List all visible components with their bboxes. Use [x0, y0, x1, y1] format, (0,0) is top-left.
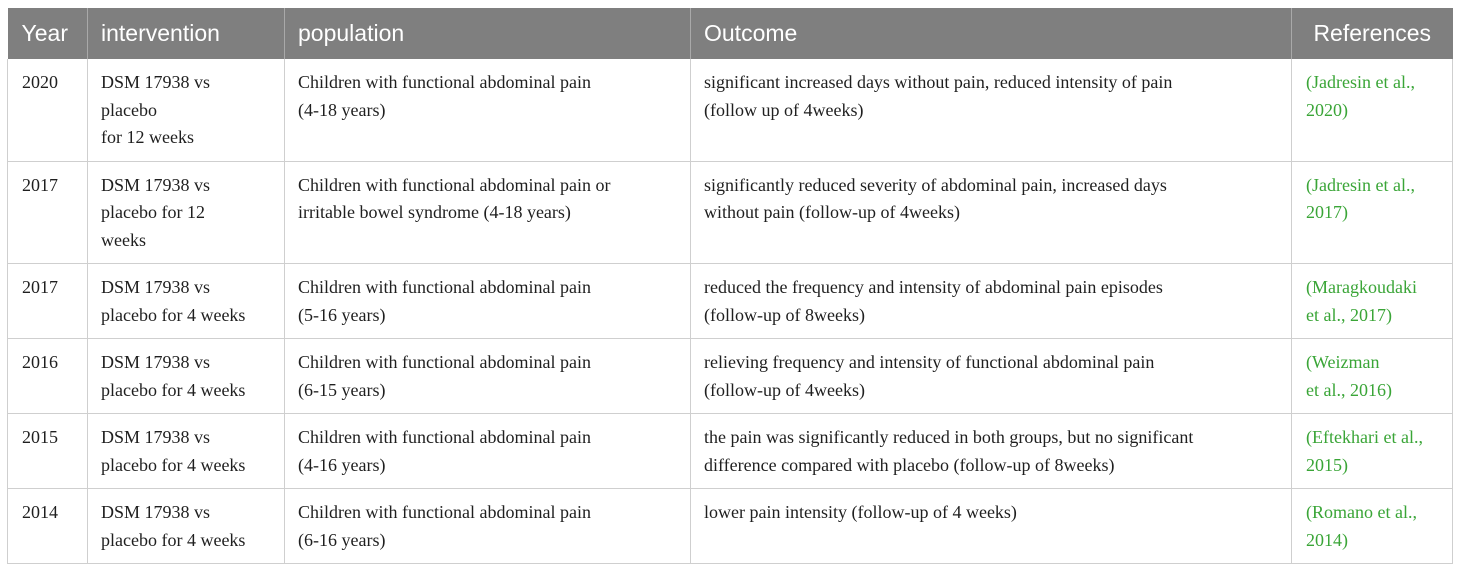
cell-population-line: Children with functional abdominal pain — [298, 72, 591, 92]
header-population: population — [285, 8, 691, 59]
cell-outcome-line: significantly reduced severity of abdominal pain, increased days — [704, 174, 1167, 195]
cell-outcome — [691, 161, 1292, 264]
cell-intervention-line: placebo — [101, 99, 157, 120]
cell-year: 2020 — [8, 59, 88, 161]
cell-population-line: irritable bowel syndrome (4-18 years) — [298, 202, 571, 222]
cell-intervention-line: placebo for 4 weeks — [101, 304, 246, 325]
table-row — [8, 161, 1453, 264]
cell-reference-line[interactable]: (Jadresin et al., — [1306, 174, 1415, 195]
table-row — [8, 489, 1453, 564]
cell-population-line: Children with functional abdominal pain or — [298, 174, 611, 195]
cell-reference[interactable] — [1292, 339, 1453, 414]
header-references: References — [1292, 8, 1453, 59]
cell-reference-line[interactable]: (Weizman — [1306, 352, 1380, 372]
cell-reference-line[interactable]: 2014) — [1306, 529, 1348, 550]
cell-outcome — [691, 59, 1292, 161]
header-row — [8, 8, 1453, 59]
cell-outcome — [691, 339, 1292, 414]
cell-intervention-line: DSM 17938 vs — [101, 352, 211, 372]
cell-outcome-line: relieving frequency and intensity of functional abdominal pain — [704, 352, 1155, 372]
cell-year: 2017 — [8, 264, 88, 339]
cell-outcome-line: without pain (follow-up of 4weeks) — [704, 202, 960, 222]
cell-outcome-line: significant increased days without pain, reduced intensity of pain — [704, 72, 1173, 92]
cell-outcome-line: lower pain intensity (follow-up of 4 weeks) — [704, 502, 1017, 522]
cell-reference-line[interactable]: (Maragkoudaki — [1306, 277, 1417, 297]
cell-intervention-line: placebo for 12 — [101, 202, 205, 222]
cell-reference[interactable] — [1292, 489, 1453, 564]
cell-intervention — [88, 489, 285, 564]
cell-outcome — [691, 489, 1292, 564]
cell-intervention — [88, 264, 285, 339]
cell-reference-line[interactable]: et al., 2016) — [1306, 379, 1392, 400]
cell-outcome-line: difference compared with placebo (follow-up of 8weeks) — [704, 454, 1115, 475]
cell-population — [285, 264, 691, 339]
cell-intervention — [88, 414, 285, 489]
cell-intervention-line: DSM 17938 vs — [101, 72, 211, 92]
cell-intervention-line: weeks — [101, 229, 146, 250]
table-row — [8, 414, 1453, 489]
cell-reference-line[interactable]: et al., 2017) — [1306, 304, 1392, 325]
cell-population-line: (4-16 years) — [298, 454, 386, 475]
cell-reference-line[interactable]: (Jadresin et al., — [1306, 72, 1415, 92]
table-body — [8, 59, 1453, 564]
cell-population — [285, 414, 691, 489]
cell-reference-line[interactable]: 2015) — [1306, 454, 1348, 475]
cell-population-line: (4-18 years) — [298, 99, 386, 120]
cell-intervention-line: placebo for 4 weeks — [101, 529, 246, 550]
cell-population-line: Children with functional abdominal pain — [298, 277, 591, 297]
cell-intervention-line: placebo for 4 weeks — [101, 454, 246, 475]
cell-population — [285, 161, 691, 264]
cell-year: 2017 — [8, 161, 88, 264]
study-table — [7, 8, 1453, 564]
cell-reference-line[interactable]: (Romano et al., — [1306, 502, 1417, 522]
cell-year: 2016 — [8, 339, 88, 414]
cell-year: 2014 — [8, 489, 88, 564]
cell-intervention-line: DSM 17938 vs — [101, 502, 211, 522]
table-row — [8, 339, 1453, 414]
cell-reference[interactable] — [1292, 59, 1453, 161]
cell-reference-line[interactable]: 2017) — [1306, 202, 1348, 222]
cell-population-line: (6-16 years) — [298, 529, 386, 550]
table-row — [8, 264, 1453, 339]
cell-population-line: Children with functional abdominal pain — [298, 502, 591, 522]
cell-reference[interactable] — [1292, 161, 1453, 264]
cell-reference[interactable] — [1292, 264, 1453, 339]
cell-intervention — [88, 339, 285, 414]
cell-intervention — [88, 59, 285, 161]
cell-intervention-line: DSM 17938 vs — [101, 427, 211, 447]
table-header — [8, 8, 1453, 59]
cell-population-line: (6-15 years) — [298, 379, 386, 400]
cell-reference-line[interactable]: 2020) — [1306, 99, 1348, 120]
cell-year: 2015 — [8, 414, 88, 489]
cell-outcome-line: reduced the frequency and intensity of abdominal pain episodes — [704, 277, 1163, 297]
cell-intervention-line: for 12 weeks — [101, 127, 194, 147]
header-outcome: Outcome — [691, 8, 1292, 59]
cell-outcome-line: (follow-up of 4weeks) — [704, 379, 865, 400]
cell-population — [285, 489, 691, 564]
cell-outcome-line: (follow-up of 8weeks) — [704, 304, 865, 325]
study-table-container — [7, 8, 1452, 564]
cell-population — [285, 339, 691, 414]
cell-reference[interactable] — [1292, 414, 1453, 489]
cell-intervention — [88, 161, 285, 264]
cell-intervention-line: placebo for 4 weeks — [101, 379, 246, 400]
cell-outcome-line: (follow up of 4weeks) — [704, 99, 864, 120]
cell-intervention-line: DSM 17938 vs — [101, 174, 211, 195]
cell-outcome-line: the pain was significantly reduced in both groups, but no significant — [704, 427, 1194, 447]
header-intervention: intervention — [88, 8, 285, 59]
cell-population — [285, 59, 691, 161]
cell-intervention-line: DSM 17938 vs — [101, 277, 211, 297]
cell-reference-line[interactable]: (Eftekhari et al., — [1306, 427, 1423, 447]
cell-outcome — [691, 414, 1292, 489]
table-row — [8, 59, 1453, 161]
cell-outcome — [691, 264, 1292, 339]
cell-population-line: (5-16 years) — [298, 304, 386, 325]
cell-population-line: Children with functional abdominal pain — [298, 352, 591, 372]
cell-population-line: Children with functional abdominal pain — [298, 427, 591, 447]
header-year: Year — [8, 8, 88, 59]
